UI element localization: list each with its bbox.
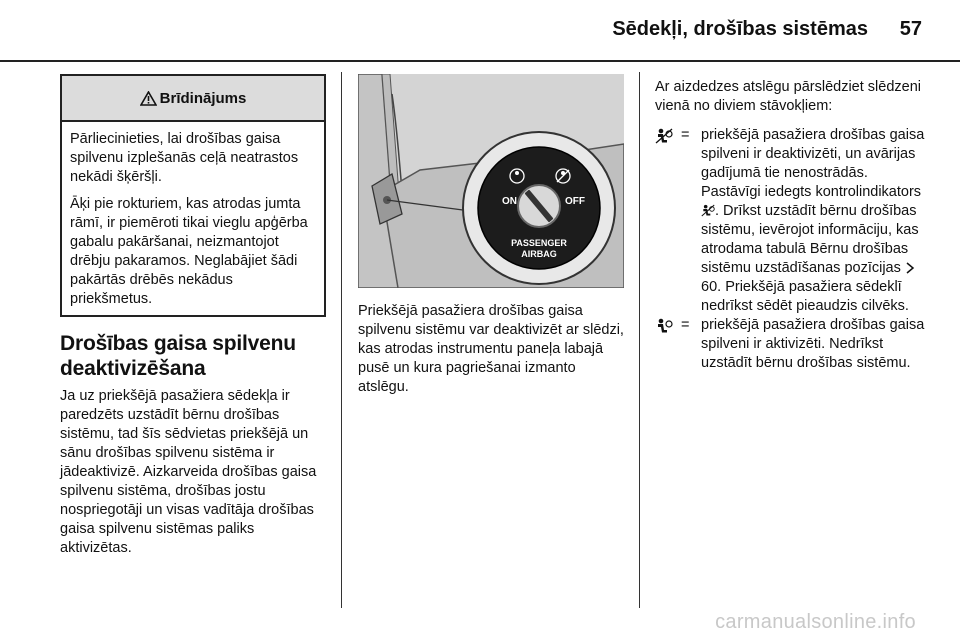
figure-caption: Priekšējā pasažiera drošības gaisa spilvenu sistēmu var deaktivizēt ar slēdzi, kas atrodas instrumentu paneļa labajā pusē un kura pagriešanai izmanto atslēgu. <box>358 303 624 395</box>
definitions-intro: Ar aizdedzes atslēgu pārslēdziet slēdzeni vienā no diviem stāvokļiem: <box>655 79 921 114</box>
section-heading: Drošības gaisa spilvenu deaktivizēšana <box>60 332 296 380</box>
definition-text: priekšējā pasažiera drošības gaisa spilveni ir deaktivizēti, un avārijas gadījumā tie nenostrādās. Pastāvīgi iedegts kontrolindikators . Drīkst uzstādīt bērnu drošības sistēmu, ievērojot informāciju, kas atrodama tabulā Bērnu drošības sistēmu uzstādīšanas pozīcijas 60. Priekšējā pasažiera sēdeklī nedrīkst sēdēt pieaudzis cilvēks. <box>701 127 925 314</box>
switch-airbag-label: AIRBAG <box>521 249 557 259</box>
column-divider-1 <box>341 72 342 608</box>
airbag-switch-figure <box>358 74 624 288</box>
warning-body <box>62 122 324 315</box>
airbag-switch-illustration <box>358 74 624 288</box>
page-reference-arrow-icon <box>905 262 915 274</box>
page-number: 57 <box>899 18 922 40</box>
definition-text: priekšējā pasažiera drošības gaisa spilveni ir aktivizēti. Nedrīkst uzstādīt bērnu drošības sistēmu. <box>701 317 925 371</box>
header-divider <box>0 60 960 62</box>
switch-on-label: ON <box>502 196 517 207</box>
section-body-text: Ja uz priekšējā pasažiera sēdekļa ir paredzēts uzstādīt bērnu drošības sistēmu, tad šīs sēdvietas priekšējā un sānu drošības spilvenu sistēma ir jādeaktivizē. Aizkarveida drošības gaisa spilvenu sistēma, drošības jostu nospriegotāji un visas vadītāja drošības gaisa spilvenu sistēmas paliks aktivizētas. <box>60 388 317 556</box>
switch-off-label: OFF <box>565 196 585 207</box>
warning-title: Brīdinājums <box>159 89 247 107</box>
switch-passenger-label: PASSENGER <box>511 238 567 248</box>
page-reference[interactable]: 60 <box>701 279 718 295</box>
definition-item-on <box>655 316 925 373</box>
airbag-off-icon <box>655 128 673 144</box>
warning-paragraph: Āķi pie rokturiem, kas atrodas jumta rāmī, ir piemēroti tikai vieglu apģērba gabalu pakāršanai, neizmantojot drēbju pakaramos. Neglabājiet šādi pakārtās drēbēs nekādus priekšmetus. <box>70 196 308 307</box>
column-left <box>60 74 326 558</box>
definition-equals: = <box>681 317 690 333</box>
definition-equals: = <box>681 127 690 143</box>
column-right <box>655 78 925 373</box>
definition-item-off <box>655 126 925 316</box>
page-header-title: Sēdekļi, drošības sistēmas <box>612 18 868 40</box>
airbag-off-indicator-icon <box>701 204 715 217</box>
column-divider-2 <box>639 72 640 608</box>
warning-triangle-icon <box>140 91 157 106</box>
watermark-text: carmanualsonline.info <box>715 611 916 633</box>
airbag-on-icon <box>655 318 673 334</box>
warning-paragraph: Pārliecinieties, lai drošības gaisa spilvenu izplešanās ceļā neatrastos nekādi šķēršļi. <box>70 131 299 185</box>
warning-box <box>60 74 326 317</box>
column-middle <box>358 74 624 397</box>
warning-header <box>62 76 324 122</box>
